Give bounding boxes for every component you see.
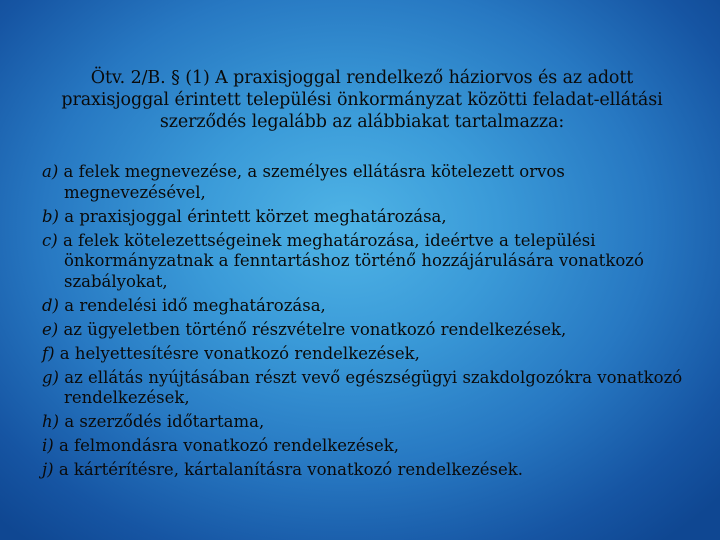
item-letter: a) xyxy=(42,162,59,181)
list-item xyxy=(42,231,692,293)
item-text: a rendelési idő meghatározása, xyxy=(64,295,326,315)
list-item xyxy=(42,162,692,203)
list-item xyxy=(42,412,692,433)
item-letter: c) xyxy=(42,230,58,250)
item-text: a felek kötelezettségeinek meghatározása, ideértve a települési önkormányzatnak a fenntartáshoz történő hozzájárulására vonatkozó szabályokat, xyxy=(62,230,644,291)
item-letter: f) xyxy=(42,343,55,363)
item-text: a kártérítésre, kártalanításra vonatkozó rendelkezések. xyxy=(58,460,524,479)
list-item xyxy=(42,344,692,365)
slide-heading: Ötv. 2/B. § (1) A praxisjoggal rendelkező háziorvos és az adott praxisjoggal érintett települési önkormányzat közötti feladat-ellátási szerződés legalább az alábbiakat tartalmazza: xyxy=(61,68,663,132)
list-item xyxy=(42,207,692,228)
list-item xyxy=(42,296,692,317)
item-letter: b) xyxy=(42,206,59,226)
list-item xyxy=(42,320,692,341)
item-text: az ügyeletben történő részvételre vonatkozó rendelkezések, xyxy=(63,319,567,339)
list-item xyxy=(42,460,692,481)
item-text: az ellátás nyújtásában részt vevő egészségügyi szakdolgozókra vonatkozó rendelkezések, xyxy=(64,367,683,407)
item-text: a szerződés időtartama, xyxy=(64,412,265,431)
item-letter: i) xyxy=(42,436,54,455)
list-item xyxy=(42,436,692,457)
provision-list xyxy=(42,162,692,484)
item-letter: e) xyxy=(42,319,59,339)
item-text: a felmondásra vonatkozó rendelkezések, xyxy=(58,436,399,455)
item-text: a praxisjoggal érintett körzet meghatározása, xyxy=(64,206,447,226)
item-text: a felek megnevezése, a személyes ellátásra kötelezett orvos megnevezésével, xyxy=(63,162,565,202)
item-letter: h) xyxy=(42,412,60,431)
item-text: a helyettesítésre vonatkozó rendelkezések, xyxy=(59,343,420,363)
item-letter: j) xyxy=(42,460,54,479)
item-letter: g) xyxy=(42,367,59,387)
item-letter: d) xyxy=(42,295,59,315)
list-item xyxy=(42,368,692,409)
